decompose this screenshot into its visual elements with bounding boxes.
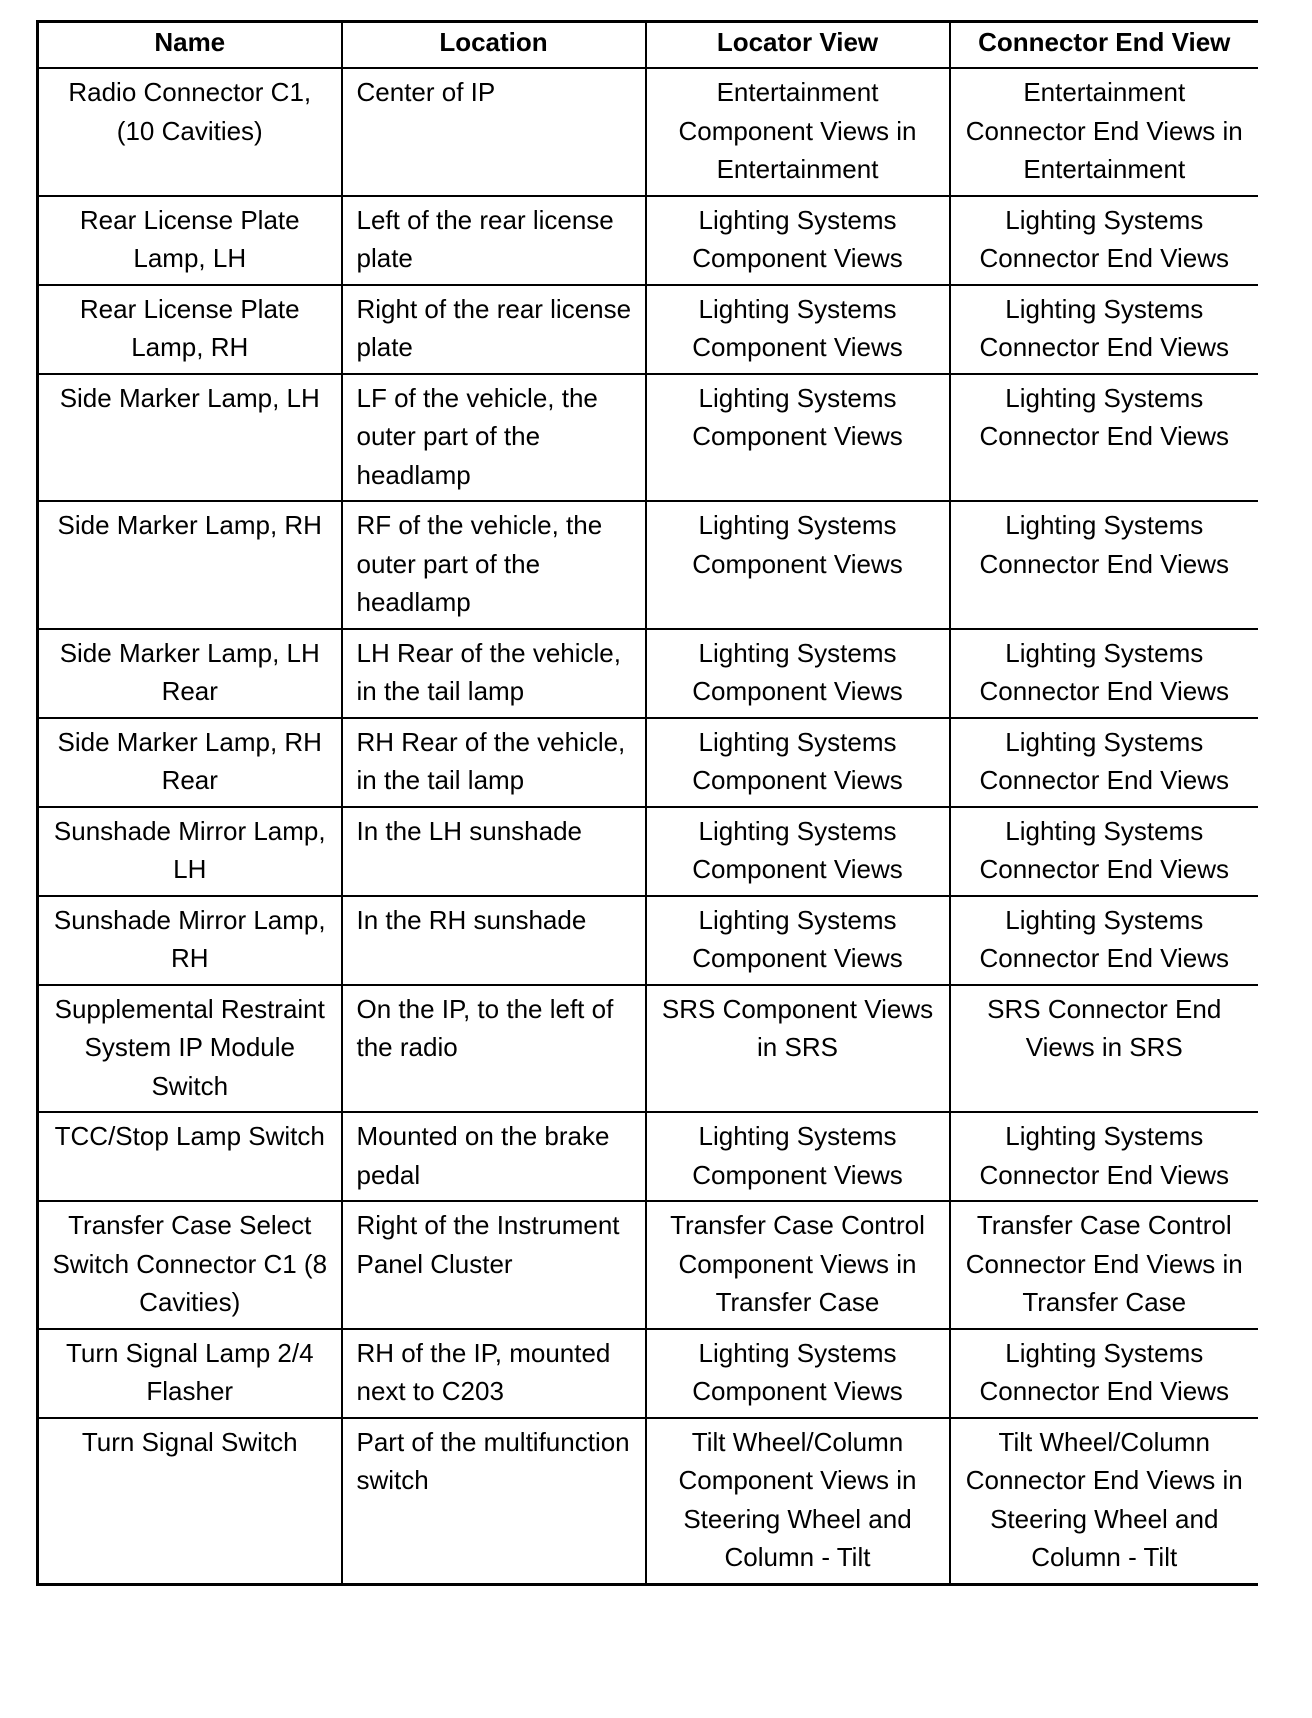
table-row bbox=[38, 196, 1259, 285]
cell-location: On the IP, to the left of the radio bbox=[342, 985, 646, 1113]
cell-name: Side Marker Lamp, LH bbox=[38, 374, 342, 502]
header-name: Name bbox=[38, 22, 342, 69]
cell-connector-end-view: Lighting Systems Connector End Views bbox=[950, 501, 1259, 629]
cell-locator-view: SRS Component Views in SRS bbox=[646, 985, 950, 1113]
cell-connector-end-view: Lighting Systems Connector End Views bbox=[950, 285, 1259, 374]
table-row bbox=[38, 807, 1259, 896]
cell-connector-end-view: Lighting Systems Connector End Views bbox=[950, 196, 1259, 285]
cell-locator-view: Lighting Systems Component Views bbox=[646, 501, 950, 629]
table-row bbox=[38, 718, 1259, 807]
cell-connector-end-view: Lighting Systems Connector End Views bbox=[950, 374, 1259, 502]
cell-location: Part of the multifunction switch bbox=[342, 1418, 646, 1585]
table-row bbox=[38, 1112, 1259, 1201]
cell-location: RF of the vehicle, the outer part of the headlamp bbox=[342, 501, 646, 629]
cell-locator-view: Lighting Systems Component Views bbox=[646, 196, 950, 285]
cell-locator-view: Lighting Systems Component Views bbox=[646, 718, 950, 807]
cell-locator-view: Lighting Systems Component Views bbox=[646, 807, 950, 896]
cell-connector-end-view: Lighting Systems Connector End Views bbox=[950, 1112, 1259, 1201]
cell-name: Radio Connector C1, (10 Cavities) bbox=[38, 68, 342, 196]
cell-name: Turn Signal Switch bbox=[38, 1418, 342, 1585]
table-row bbox=[38, 501, 1259, 629]
cell-location: Mounted on the brake pedal bbox=[342, 1112, 646, 1201]
cell-locator-view: Transfer Case Control Component Views in Transfer Case bbox=[646, 1201, 950, 1329]
cell-location: Left of the rear license plate bbox=[342, 196, 646, 285]
component-locator-table bbox=[36, 20, 1258, 1586]
table-header bbox=[38, 22, 1259, 69]
cell-location: LF of the vehicle, the outer part of the headlamp bbox=[342, 374, 646, 502]
cell-location: Center of IP bbox=[342, 68, 646, 196]
table-row bbox=[38, 68, 1259, 196]
cell-location: Right of the Instrument Panel Cluster bbox=[342, 1201, 646, 1329]
cell-name: Supplemental Restraint System IP Module Switch bbox=[38, 985, 342, 1113]
cell-name: Sunshade Mirror Lamp, RH bbox=[38, 896, 342, 985]
table-row bbox=[38, 1418, 1259, 1585]
cell-location: RH of the IP, mounted next to C203 bbox=[342, 1329, 646, 1418]
cell-location: LH Rear of the vehicle, in the tail lamp bbox=[342, 629, 646, 718]
cell-locator-view: Lighting Systems Component Views bbox=[646, 896, 950, 985]
header-location: Location bbox=[342, 22, 646, 69]
cell-connector-end-view: SRS Connector End Views in SRS bbox=[950, 985, 1259, 1113]
cell-location: RH Rear of the vehicle, in the tail lamp bbox=[342, 718, 646, 807]
cell-locator-view: Lighting Systems Component Views bbox=[646, 374, 950, 502]
cell-name: Sunshade Mirror Lamp, LH bbox=[38, 807, 342, 896]
table-row bbox=[38, 896, 1259, 985]
cell-connector-end-view: Entertainment Connector End Views in Entertainment bbox=[950, 68, 1259, 196]
table-row bbox=[38, 985, 1259, 1113]
header-connector-end-view: Connector End View bbox=[950, 22, 1259, 69]
cell-connector-end-view: Lighting Systems Connector End Views bbox=[950, 718, 1259, 807]
cell-connector-end-view: Lighting Systems Connector End Views bbox=[950, 896, 1259, 985]
cell-connector-end-view: Lighting Systems Connector End Views bbox=[950, 629, 1259, 718]
cell-name: Side Marker Lamp, RH Rear bbox=[38, 718, 342, 807]
cell-name: Side Marker Lamp, RH bbox=[38, 501, 342, 629]
document-page bbox=[36, 20, 1258, 1718]
cell-name: Rear License Plate Lamp, LH bbox=[38, 196, 342, 285]
cell-locator-view: Lighting Systems Component Views bbox=[646, 1112, 950, 1201]
cell-location: In the LH sunshade bbox=[342, 807, 646, 896]
cell-name: Side Marker Lamp, LH Rear bbox=[38, 629, 342, 718]
header-row bbox=[38, 22, 1259, 69]
cell-name: Turn Signal Lamp 2/4 Flasher bbox=[38, 1329, 342, 1418]
cell-connector-end-view: Transfer Case Control Connector End Views in Transfer Case bbox=[950, 1201, 1259, 1329]
header-locator-view: Locator View bbox=[646, 22, 950, 69]
table-body bbox=[38, 68, 1259, 1584]
cell-connector-end-view: Lighting Systems Connector End Views bbox=[950, 807, 1259, 896]
table-row bbox=[38, 629, 1259, 718]
cell-name: TCC/Stop Lamp Switch bbox=[38, 1112, 342, 1201]
cell-name: Rear License Plate Lamp, RH bbox=[38, 285, 342, 374]
table-row bbox=[38, 285, 1259, 374]
cell-locator-view: Entertainment Component Views in Entertainment bbox=[646, 68, 950, 196]
cell-locator-view: Lighting Systems Component Views bbox=[646, 285, 950, 374]
table-row bbox=[38, 1201, 1259, 1329]
table-row bbox=[38, 374, 1259, 502]
cell-locator-view: Tilt Wheel/Column Component Views in Steering Wheel and Column - Tilt bbox=[646, 1418, 950, 1585]
cell-connector-end-view: Tilt Wheel/Column Connector End Views in Steering Wheel and Column - Tilt bbox=[950, 1418, 1259, 1585]
cell-location: Right of the rear license plate bbox=[342, 285, 646, 374]
cell-name: Transfer Case Select Switch Connector C1 (8 Cavities) bbox=[38, 1201, 342, 1329]
cell-locator-view: Lighting Systems Component Views bbox=[646, 1329, 950, 1418]
cell-connector-end-view: Lighting Systems Connector End Views bbox=[950, 1329, 1259, 1418]
table-row bbox=[38, 1329, 1259, 1418]
cell-locator-view: Lighting Systems Component Views bbox=[646, 629, 950, 718]
cell-location: In the RH sunshade bbox=[342, 896, 646, 985]
